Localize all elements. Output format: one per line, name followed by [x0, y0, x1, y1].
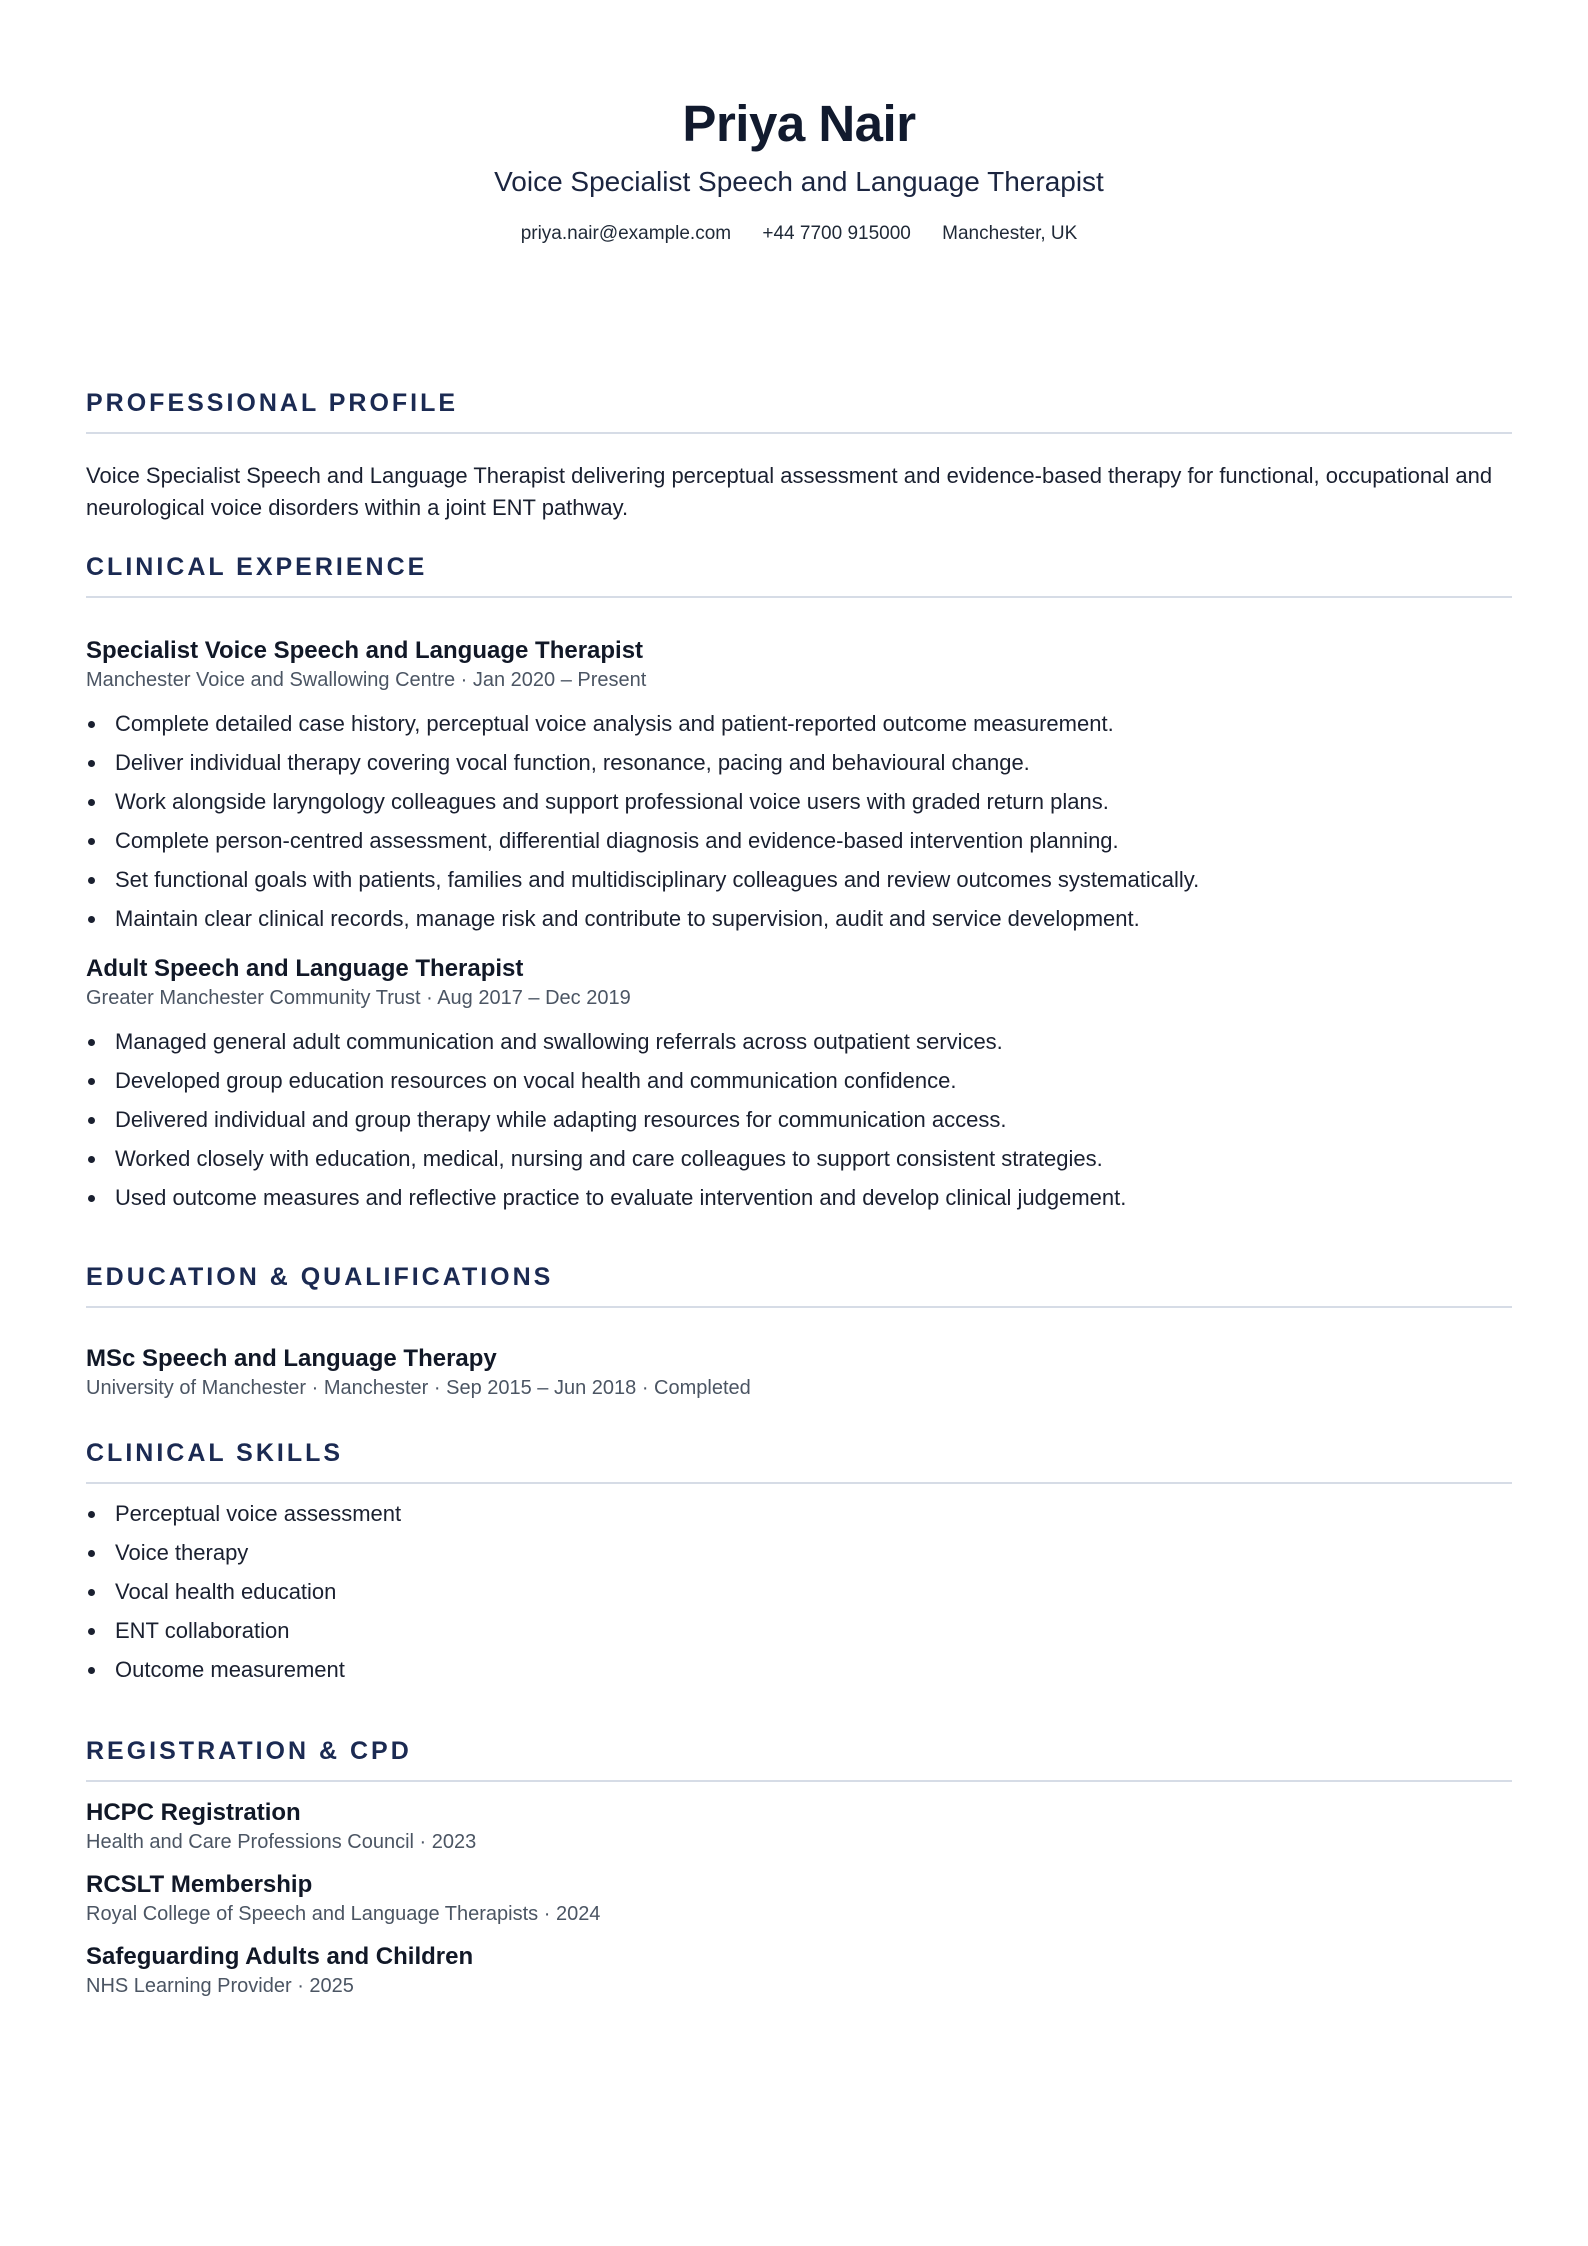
- job-bullet: Complete detailed case history, perceptual voice analysis and patient-reported outcome measurement.: [86, 704, 1512, 743]
- job-bullet: Delivered individual and group therapy while adapting resources for communication access.: [86, 1100, 1512, 1139]
- job-bullet: Used outcome measures and reflective practice to evaluate intervention and develop clinical judgement.: [86, 1178, 1512, 1217]
- job-bullets: [86, 704, 1512, 938]
- job-bullet: Maintain clear clinical records, manage risk and contribute to supervision, audit and service development.: [86, 899, 1512, 938]
- section-divider: [86, 1482, 1512, 1484]
- job-bullets: [86, 1022, 1512, 1217]
- profile-summary: Voice Specialist Speech and Language Therapist delivering perceptual assessment and evidence-based therapy for functional, occupational and neurological voice disorders within a joint ENT pathway.: [86, 463, 1493, 520]
- contact-phone[interactable]: +44 7700 915000: [762, 223, 911, 244]
- cpd-meta: Health and Care Professions Council · 2023: [86, 1831, 477, 1853]
- cpd-name: HCPC Registration: [86, 1799, 301, 1826]
- profile-section: [86, 388, 1512, 524]
- cpd-entry: [86, 1942, 1512, 2000]
- section-divider: [86, 432, 1512, 434]
- experience-section: [86, 552, 1512, 1217]
- cpd-entry: [86, 1798, 1512, 1856]
- job-entry: [86, 954, 1512, 1217]
- contact-email[interactable]: priya.nair@example.com: [520, 223, 732, 244]
- cpd-entry: [86, 1870, 1512, 1928]
- candidate-name: Priya Nair: [682, 95, 916, 152]
- job-bullet: Managed general adult communication and swallowing referrals across outpatient services.: [86, 1022, 1512, 1061]
- section-divider: [86, 1780, 1512, 1782]
- cpd-section: [86, 1736, 1512, 2000]
- job-role: Specialist Voice Speech and Language Therapist: [86, 637, 644, 664]
- job-meta: Greater Manchester Community Trust · Aug 2017 – Dec 2019: [86, 987, 631, 1009]
- job-bullet: Work alongside laryngology colleagues and support professional voice users with graded return plans.: [86, 782, 1512, 821]
- job-role: Adult Speech and Language Therapist: [86, 955, 524, 982]
- education-entry: [86, 1344, 1512, 1402]
- section-title-skills: CLINICAL SKILLS: [86, 1439, 344, 1467]
- job-bullet: Deliver individual therapy covering vocal function, resonance, pacing and behavioural change.: [86, 743, 1512, 782]
- job-bullet: Complete person-centred assessment, differential diagnosis and evidence-based intervention planning.: [86, 821, 1512, 860]
- job-bullet: Worked closely with education, medical, nursing and care colleagues to support consistent strategies.: [86, 1139, 1512, 1178]
- cpd-meta: Royal College of Speech and Language Therapists · 2024: [86, 1903, 601, 1925]
- job-bullet: Developed group education resources on vocal health and communication confidence.: [86, 1061, 1512, 1100]
- contact-location: Manchester, UK: [942, 223, 1078, 244]
- cpd-name: Safeguarding Adults and Children: [86, 1943, 474, 1970]
- skill-item: Perceptual voice assessment: [86, 1494, 1512, 1533]
- skill-item: Vocal health education: [86, 1572, 1512, 1611]
- skill-item: Outcome measurement: [86, 1650, 1512, 1689]
- skill-item: ENT collaboration: [86, 1611, 1512, 1650]
- skills-list: [86, 1494, 1512, 1689]
- cpd-meta: NHS Learning Provider · 2025: [86, 1975, 354, 1997]
- skill-item: Voice therapy: [86, 1533, 1512, 1572]
- job-meta: Manchester Voice and Swallowing Centre · Jan 2020 – Present: [86, 669, 647, 691]
- section-title-education: EDUCATION & QUALIFICATIONS: [86, 1263, 554, 1291]
- education-meta: University of Manchester · Manchester · Sep 2015 – Jun 2018 · Completed: [86, 1377, 751, 1399]
- section-title-profile: PROFESSIONAL PROFILE: [86, 389, 459, 417]
- section-divider: [86, 596, 1512, 598]
- section-title-experience: CLINICAL EXPERIENCE: [86, 553, 428, 581]
- education-degree: MSc Speech and Language Therapy: [86, 1345, 497, 1372]
- contact-line: [86, 222, 1512, 246]
- candidate-headline: Voice Specialist Speech and Language Therapist: [494, 166, 1104, 197]
- cpd-name: RCSLT Membership: [86, 1871, 313, 1898]
- job-bullet: Set functional goals with patients, families and multidisciplinary colleagues and review outcomes systematically.: [86, 860, 1512, 899]
- resume-page: [86, 0, 1512, 1997]
- section-title-cpd: REGISTRATION & CPD: [86, 1737, 412, 1765]
- education-section: [86, 1262, 1512, 1402]
- skills-section: [86, 1438, 1512, 1689]
- resume-header: [86, 0, 1512, 246]
- section-divider: [86, 1306, 1512, 1308]
- job-entry: [86, 636, 1512, 938]
